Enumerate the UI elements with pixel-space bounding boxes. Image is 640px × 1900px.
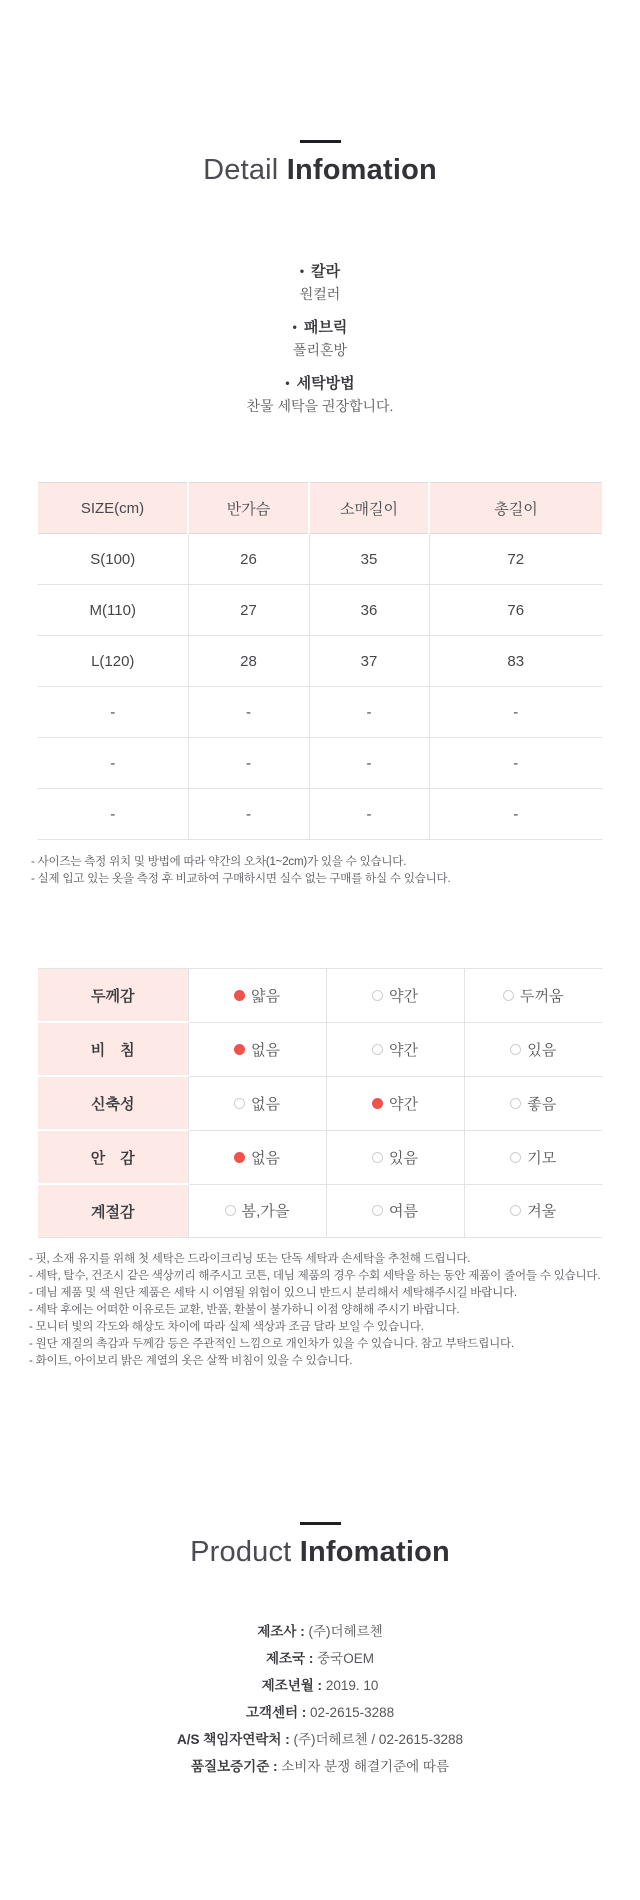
spec-label-text: 칼라 [311, 263, 341, 280]
title-bold-part: Infomation [286, 154, 437, 186]
size-cell: - [188, 738, 309, 789]
property-row [38, 1022, 602, 1076]
info-value: (주)더헤르첸 / 02-2615-3288 [293, 1732, 464, 1747]
bullet-icon: • [299, 264, 305, 278]
note-line: - 실제 입고 있는 옷을 측정 후 비교하여 구매하시면 실수 없는 구매를 하실 수 있습니다. [31, 873, 451, 885]
property-option [372, 1093, 418, 1114]
manufacturer-info-list [0, 1618, 640, 1780]
size-cell: 28 [188, 636, 309, 687]
info-label: 제조국 : [266, 1651, 314, 1666]
spec-list [0, 261, 640, 416]
bullet-icon: • [292, 320, 297, 334]
section-divider [300, 1522, 341, 1525]
property-option [510, 1147, 556, 1168]
property-row [38, 969, 602, 1023]
property-label: 안 감 [38, 1130, 188, 1184]
property-option-cell [326, 969, 464, 1023]
option-text: 있음 [527, 1041, 557, 1059]
property-option [503, 985, 563, 1006]
info-line [0, 1726, 640, 1753]
option-text: 얇음 [251, 987, 280, 1005]
property-option [510, 1039, 556, 1060]
property-option-cell [188, 1184, 326, 1238]
option-text: 봄,가을 [241, 1203, 290, 1221]
note-line: - 세탁, 탈수, 건조시 같은 색상끼리 해주시고 코튼, 데님 제품의 경우 수회 세탁을 하는 동안 제품이 줄어들 수 있습니다. [29, 1270, 601, 1282]
option-text: 약간 [389, 1095, 418, 1113]
radio-unselected-icon [372, 1205, 383, 1216]
radio-selected-icon [234, 1044, 245, 1055]
note-line: - 핏, 소재 유지를 위해 첫 세탁은 드라이크리닝 또는 단독 세탁과 손세탁을 추천해 드립니다. [29, 1253, 471, 1265]
radio-unselected-icon [510, 1044, 521, 1055]
info-line [0, 1753, 640, 1780]
radio-unselected-icon [372, 990, 383, 1001]
option-text: 없음 [251, 1149, 280, 1167]
property-option-cell [326, 1184, 464, 1238]
info-label: 제조년월 : [261, 1678, 323, 1693]
spec-value: 원컬러 [299, 286, 341, 302]
option-text: 있음 [389, 1149, 418, 1167]
note-line: - 원단 재질의 촉감과 두께감 등은 주관적인 느낌으로 개인차가 있을 수 있습니다. 참고 부탁드립니다. [29, 1338, 514, 1350]
property-option [225, 1200, 290, 1221]
size-cell: S(100) [38, 534, 188, 585]
property-option [372, 985, 418, 1006]
property-option [234, 1039, 280, 1060]
info-label: 제조사 : [257, 1624, 305, 1639]
size-cell: 35 [309, 534, 429, 585]
note-line: - 화이트, 아이보리 밝은 계열의 옷은 살짝 비침이 있을 수 있습니다. [29, 1355, 353, 1367]
radio-unselected-icon [510, 1098, 521, 1109]
info-line [0, 1645, 640, 1672]
info-value: 2019. 10 [325, 1678, 379, 1693]
size-table-row [38, 636, 602, 687]
property-row [38, 1130, 602, 1184]
size-cell: - [309, 687, 429, 738]
size-table-row [38, 585, 602, 636]
fabric-properties-table [38, 968, 602, 1238]
property-option [234, 1093, 280, 1114]
info-label: A/S 책임자연락처 : [176, 1732, 290, 1747]
size-cell: L(120) [38, 636, 188, 687]
title-bold-part: Infomation [299, 1536, 450, 1568]
size-notes [31, 854, 640, 888]
note-line: - 사이즈는 측정 위치 및 방법에 따라 약간의 오차(1~2cm)가 있을 수 있습니다. [31, 856, 407, 868]
property-option-cell [464, 1076, 602, 1130]
size-cell: - [429, 738, 602, 789]
radio-unselected-icon [503, 990, 514, 1001]
property-option-cell [188, 969, 326, 1023]
property-option-cell [188, 1130, 326, 1184]
title-light-part: Product [190, 1536, 292, 1568]
size-cell: 37 [309, 636, 429, 687]
property-option [510, 1200, 556, 1221]
radio-unselected-icon [510, 1152, 521, 1163]
spec-item [0, 317, 640, 360]
info-line [0, 1699, 640, 1726]
note-line: - 모니터 빛의 각도와 해상도 차이에 따라 실제 색상과 조금 달라 보일 수 있습니다. [29, 1321, 424, 1333]
spec-item [0, 261, 640, 304]
radio-selected-icon [234, 1152, 245, 1163]
note-line: - 데님 제품 및 색 원단 제품은 세탁 시 이염될 위험이 있으니 반드시 분리해서 세탁해주시길 바랍니다. [29, 1287, 517, 1299]
size-cell: - [188, 687, 309, 738]
property-option [234, 985, 280, 1006]
property-row [38, 1184, 602, 1238]
spec-label [0, 261, 640, 282]
option-text: 겨울 [527, 1203, 557, 1221]
size-cell: 72 [429, 534, 602, 585]
size-column-header: 총길이 [429, 483, 602, 534]
spec-value: 폴리혼방 [292, 342, 348, 358]
property-option [234, 1147, 280, 1168]
property-option-cell [464, 1184, 602, 1238]
property-option [372, 1039, 418, 1060]
size-cell: - [429, 789, 602, 840]
info-value: 중국OEM [317, 1651, 374, 1666]
size-table-row [38, 687, 602, 738]
radio-unselected-icon [372, 1044, 383, 1055]
title-light-part: Detail [203, 154, 279, 186]
section-divider [300, 140, 341, 143]
spec-label-text: 패브릭 [303, 319, 348, 336]
size-cell: - [429, 687, 602, 738]
size-cell: 76 [429, 585, 602, 636]
size-column-header: SIZE(cm) [38, 483, 188, 534]
radio-unselected-icon [225, 1205, 236, 1216]
size-cell: - [188, 789, 309, 840]
info-value: 소비자 분쟁 해결기준에 따름 [281, 1759, 449, 1774]
property-option-cell [464, 1130, 602, 1184]
property-option [372, 1200, 418, 1221]
product-section-title [0, 1536, 640, 1569]
option-text: 여름 [389, 1203, 418, 1221]
size-cell: 27 [188, 585, 309, 636]
size-column-header: 반가슴 [188, 483, 309, 534]
size-table-row [38, 738, 602, 789]
size-cell: - [38, 789, 188, 840]
property-option-cell [188, 1022, 326, 1076]
spec-label [0, 373, 640, 394]
spec-value: 찬물 세탁을 권장합니다. [246, 398, 394, 414]
info-value: 02-2615-3288 [310, 1705, 395, 1720]
bullet-icon: • [285, 376, 290, 390]
radio-unselected-icon [234, 1098, 245, 1109]
option-text: 없음 [251, 1041, 280, 1059]
property-label: 비 침 [38, 1022, 188, 1076]
property-option-cell [326, 1076, 464, 1130]
property-option [510, 1093, 556, 1114]
radio-unselected-icon [372, 1152, 383, 1163]
property-label: 계절감 [38, 1184, 188, 1238]
size-cell: 83 [429, 636, 602, 687]
care-notes [29, 1251, 640, 1370]
property-option-cell [464, 969, 602, 1023]
size-cell: - [38, 738, 188, 789]
info-label: 고객센터 : [245, 1705, 307, 1720]
option-text: 기모 [527, 1149, 557, 1167]
property-label: 두께감 [38, 969, 188, 1023]
size-table [38, 482, 602, 840]
option-text: 없음 [251, 1095, 280, 1113]
info-line [0, 1672, 640, 1699]
property-option [372, 1147, 418, 1168]
note-line: - 세탁 후에는 어떠한 이유로든 교환, 반품, 환불이 불가하니 이점 양해해 주시기 바랍니다. [29, 1304, 460, 1316]
option-text: 약간 [389, 1041, 418, 1059]
radio-unselected-icon [510, 1205, 521, 1216]
size-cell: M(110) [38, 585, 188, 636]
spec-item [0, 373, 640, 416]
property-row [38, 1076, 602, 1130]
detail-section-title [0, 154, 640, 187]
spec-label-text: 세탁방법 [296, 375, 355, 392]
size-table-row [38, 789, 602, 840]
size-table-row [38, 534, 602, 585]
size-table-header-row [38, 483, 602, 534]
size-cell: 26 [188, 534, 309, 585]
size-cell: - [309, 738, 429, 789]
property-option-cell [188, 1076, 326, 1130]
info-value: (주)더헤르첸 [308, 1624, 383, 1639]
option-text: 약간 [389, 987, 418, 1005]
property-option-cell [464, 1022, 602, 1076]
property-option-cell [326, 1022, 464, 1076]
property-label: 신축성 [38, 1076, 188, 1130]
size-cell: 36 [309, 585, 429, 636]
radio-selected-icon [234, 990, 245, 1001]
info-line [0, 1618, 640, 1645]
option-text: 좋음 [527, 1095, 557, 1113]
size-cell: - [309, 789, 429, 840]
size-column-header: 소매길이 [309, 483, 429, 534]
spec-label [0, 317, 640, 338]
radio-selected-icon [372, 1098, 383, 1109]
size-cell: - [38, 687, 188, 738]
info-label: 품질보증기준 : [190, 1759, 278, 1774]
property-option-cell [326, 1130, 464, 1184]
option-text: 두꺼움 [520, 987, 564, 1005]
